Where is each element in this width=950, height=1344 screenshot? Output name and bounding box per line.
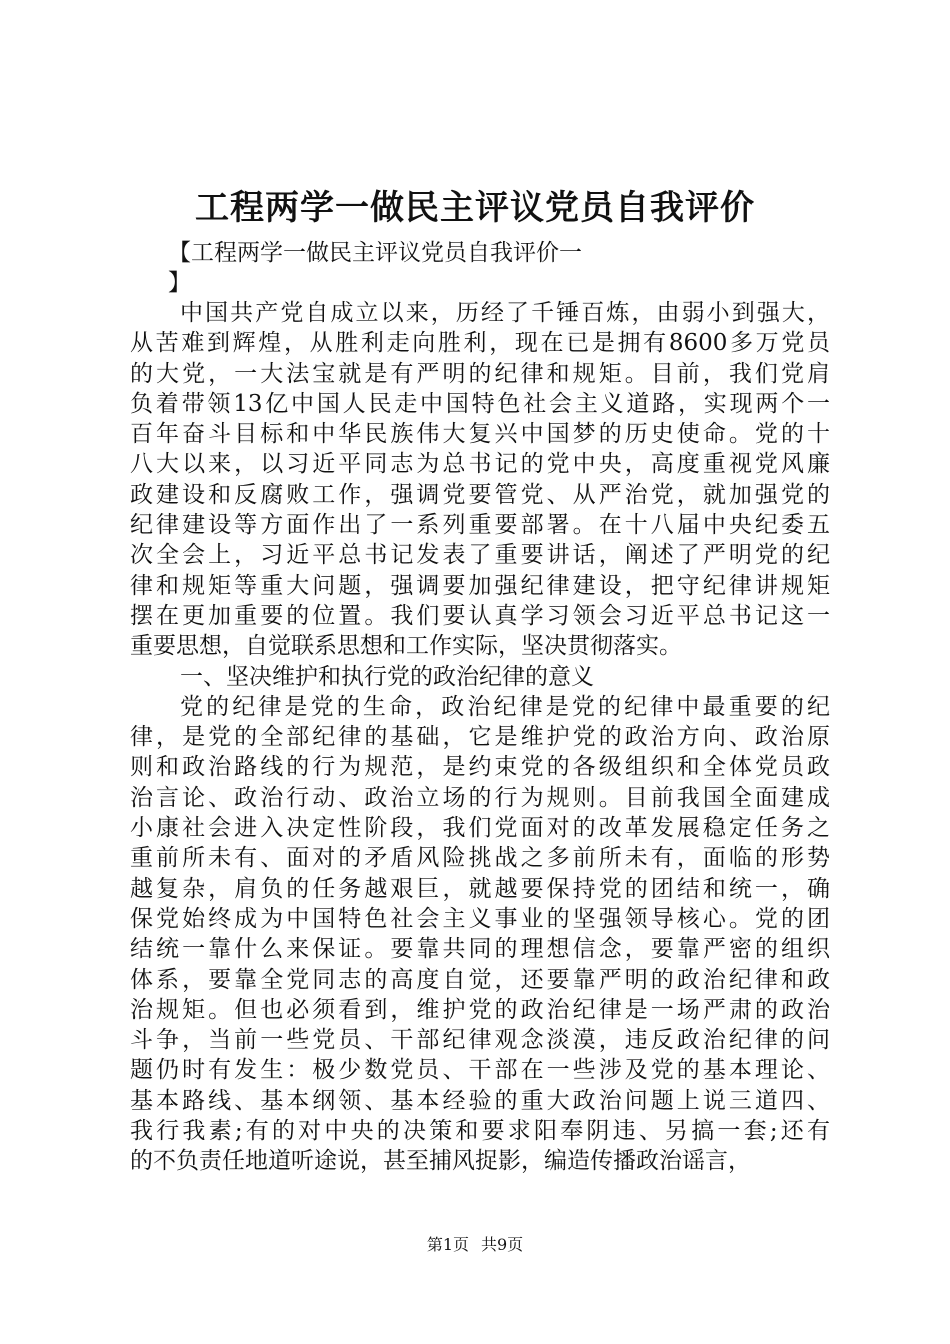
paragraph-line: 律和规矩等重大问题，强调要加强纪律建设，把守纪律讲规矩 — [130, 572, 830, 599]
document-body — [130, 298, 830, 1177]
paragraph-line: 结统一靠什么来保证。要靠共同的理想信念，要靠严密的组织 — [130, 936, 830, 963]
paragraph-line: 律，是党的全部纪律的基础，它是维护党的政治方向、政治原 — [130, 724, 830, 751]
paragraph-line: 题仍时有发生：极少数党员、干部在一些涉及党的基本理论、 — [130, 1057, 830, 1084]
page-total: 共9页 — [481, 1235, 524, 1254]
paragraph-line: 政建设和反腐败工作，强调党要管党、从严治党，就加强党的 — [130, 481, 830, 508]
paragraph-line: 斗争，当前一些党员、干部纪律观念淡漠，违反政治纪律的问 — [130, 1027, 830, 1054]
paragraph-line: 重前所未有、面对的矛盾风险挑战之多前所未有，面临的形势 — [130, 845, 830, 872]
paragraph-line: 百年奋斗目标和中华民族伟大复兴中国梦的历史使命。党的十 — [130, 421, 830, 448]
subtitle-line: 】 — [168, 270, 191, 296]
paragraph-line: 从苦难到辉煌，从胜利走向胜利，现在已是拥有8600多万党员 — [130, 330, 830, 357]
paragraph-line: 治规矩。但也必须看到，维护党的政治纪律是一场严肃的政治 — [130, 996, 830, 1023]
paragraph-line: 小康社会进入决定性阶段，我们党面对的改革发展稳定任务之 — [130, 815, 830, 842]
paragraph-line: 的不负责任地道听途说，甚至捕风捉影，编造传播政治谣言， — [130, 1148, 751, 1175]
paragraph-line: 基本路线、基本纲领、基本经验的重大政治问题上说三道四、 — [130, 1087, 830, 1114]
paragraph — [130, 692, 830, 1177]
paragraph-line: 重要思想，自觉联系思想和工作实际，坚决贯彻落实。 — [130, 633, 682, 660]
paragraph — [130, 298, 830, 662]
paragraph-line: 党的纪律是党的生命，政治纪律是党的纪律中最重要的纪 — [180, 693, 830, 720]
paragraph-line: 次全会上，习近平总书记发表了重要讲话，阐述了严明党的纪 — [130, 542, 830, 569]
paragraph-line: 体系，要靠全党同志的高度自觉，还要靠严明的政治纪律和政 — [130, 966, 830, 993]
page-footer — [0, 1233, 950, 1257]
paragraph-line: 治言论、政治行动、政治立场的行为规则。目前我国全面建成 — [130, 784, 830, 811]
paragraph-line: 我行我素;有的对中央的决策和要求阳奉阴违、另搞一套;还有 — [130, 1118, 830, 1145]
paragraph-line: 中国共产党自成立以来，历经了千锤百炼，由弱小到强大， — [180, 300, 830, 326]
paragraph — [130, 662, 830, 692]
paragraph-line: 保党始终成为中国特色社会主义事业的坚强领导核心。党的团 — [130, 905, 830, 932]
paragraph-line: 负着带领13亿中国人民走中国特色社会主义道路，实现两个一 — [130, 390, 830, 417]
paragraph-line: 一、坚决维护和执行党的政治纪律的意义 — [180, 663, 594, 690]
page-number: 第1页 — [426, 1235, 469, 1254]
subtitle-line: 【工程两学一做民主评议党员自我评价一 — [168, 240, 582, 266]
paragraph-line: 的大党，一大法宝就是有严明的纪律和规矩。目前，我们党肩 — [130, 360, 830, 387]
paragraph-line: 越复杂，肩负的任务越艰巨，就越要保持党的团结和统一，确 — [130, 875, 830, 902]
paragraph-line: 摆在更加重要的位置。我们要认真学习领会习近平总书记这一 — [130, 602, 830, 629]
paragraph-line: 纪律建设等方面作出了一系列重要部署。在十八届中央纪委五 — [130, 512, 830, 539]
subtitle — [168, 238, 668, 298]
paragraph-line: 八大以来，以习近平同志为总书记的党中央，高度重视党风廉 — [130, 451, 830, 478]
document-title: 工程两学一做民主评议党员自我评价 — [195, 188, 755, 228]
paragraph-line: 则和政治路线的行为规范，是约束党的各级组织和全体党员政 — [130, 754, 830, 781]
